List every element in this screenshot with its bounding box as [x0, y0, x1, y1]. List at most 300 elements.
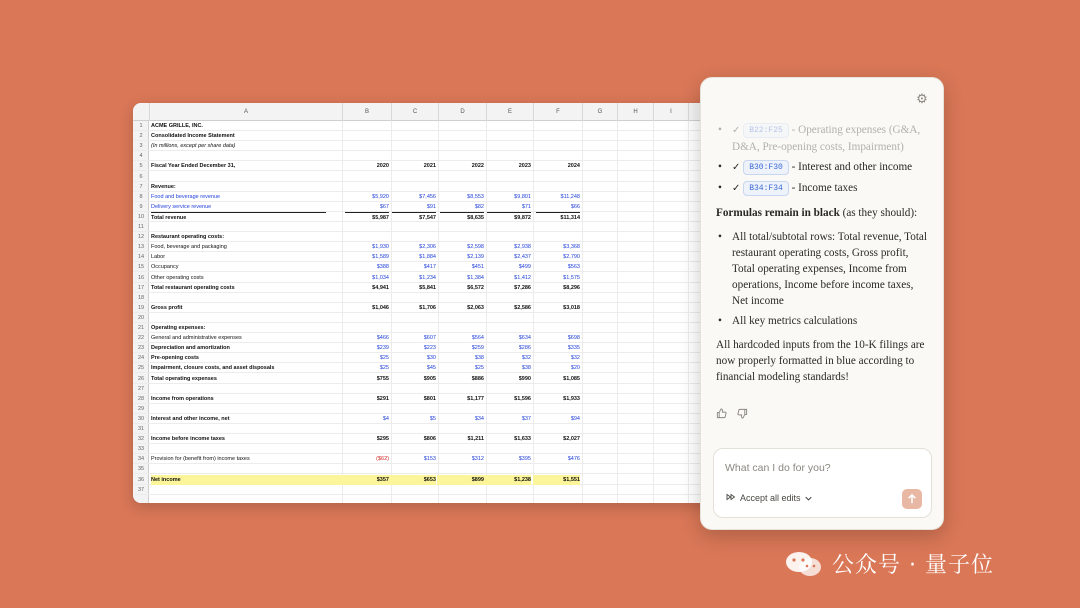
value-cell[interactable]	[345, 172, 389, 182]
value-cell[interactable]: $357	[342, 475, 389, 485]
row-label-cell[interactable]: Interest and other income, net	[151, 415, 230, 422]
list-item	[716, 122, 930, 155]
arrow-up-icon	[907, 494, 917, 504]
value-cell[interactable]	[536, 323, 580, 333]
value-cell[interactable]	[536, 222, 580, 232]
table-row	[133, 384, 723, 394]
row-number[interactable]: 18	[137, 294, 145, 301]
value-cell[interactable]: $2,306	[419, 244, 436, 251]
row-number[interactable]: 35	[137, 466, 145, 473]
list-item-text: All total/subtotal rows: Total revenue, Total restaurant operating costs, Gross profit, Total operating expenses, Income from operations, Income before income taxes, Net income	[732, 231, 928, 307]
value-cell[interactable]: $801	[423, 395, 436, 402]
row-number[interactable]: 17	[137, 284, 145, 291]
table-row	[133, 273, 723, 283]
row-number[interactable]: 24	[137, 355, 145, 362]
table-row	[133, 262, 723, 272]
table-row	[133, 454, 723, 464]
value-cell[interactable]	[392, 232, 436, 242]
value-cell[interactable]	[536, 131, 580, 141]
row-label-cell[interactable]	[151, 172, 326, 182]
value-cell[interactable]	[392, 222, 436, 232]
value-cell[interactable]	[487, 404, 531, 414]
value-cell[interactable]	[536, 464, 580, 474]
row-number[interactable]: 4	[139, 153, 143, 160]
value-cell[interactable]	[487, 222, 531, 232]
value-cell[interactable]: $8,635	[440, 212, 484, 222]
value-cell[interactable]	[345, 323, 389, 333]
row-number[interactable]: 20	[137, 314, 145, 321]
value-cell[interactable]	[392, 464, 436, 474]
send-button[interactable]	[902, 489, 922, 509]
row-number[interactable]: 3	[139, 143, 143, 150]
row-label-cell[interactable]	[151, 485, 326, 495]
value-cell[interactable]	[487, 182, 531, 192]
row-label-cell[interactable]	[151, 444, 326, 454]
value-cell[interactable]: $8,553	[467, 193, 484, 200]
value-cell[interactable]	[440, 293, 484, 303]
value-cell[interactable]: $5	[429, 415, 436, 422]
accept-all-edits-button[interactable]	[726, 493, 812, 503]
chat-input[interactable]	[725, 460, 915, 476]
row-label-cell[interactable]: Food, beverage and packaging	[151, 244, 227, 251]
table-row	[133, 161, 723, 171]
value-cell[interactable]: $899	[437, 475, 484, 485]
value-cell[interactable]: $395	[518, 456, 531, 463]
value-cell[interactable]	[440, 151, 484, 161]
chevron-down-icon	[805, 493, 812, 503]
row-number[interactable]: 15	[137, 264, 145, 271]
value-cell[interactable]: $466	[376, 335, 389, 342]
table-row	[133, 444, 723, 454]
value-cell[interactable]	[487, 464, 531, 474]
value-cell[interactable]	[536, 232, 580, 242]
row-label-cell[interactable]: Pre-opening costs	[151, 355, 199, 362]
column-header-g[interactable]: G	[582, 103, 617, 121]
value-cell[interactable]: $607	[423, 335, 436, 342]
value-cell[interactable]	[345, 222, 389, 232]
value-cell[interactable]: $9,872	[487, 212, 531, 222]
column-header-e[interactable]: E	[486, 103, 533, 121]
value-cell[interactable]: $755	[376, 375, 389, 382]
value-cell[interactable]	[392, 151, 436, 161]
row-number[interactable]: 9	[139, 203, 143, 210]
value-cell[interactable]	[440, 313, 484, 323]
row-label-cell[interactable]: Income before income taxes	[151, 436, 225, 443]
value-cell[interactable]	[392, 182, 436, 192]
value-cell[interactable]: $1,211	[467, 436, 484, 443]
table-row	[133, 283, 723, 293]
row-number[interactable]: 10	[137, 213, 145, 220]
value-cell[interactable]: 2021	[423, 163, 436, 170]
row-number[interactable]: 19	[137, 304, 145, 311]
value-cell[interactable]	[345, 151, 389, 161]
row-label-cell[interactable]: Total revenue	[151, 212, 326, 222]
row-label-cell[interactable]: Income from operations	[151, 395, 214, 402]
value-cell[interactable]: $1,933	[563, 395, 580, 402]
row-label-cell[interactable]: General and administrative expenses	[151, 335, 242, 342]
value-cell[interactable]: $634	[518, 335, 531, 342]
value-cell[interactable]: $25	[379, 355, 389, 362]
value-cell[interactable]	[345, 444, 389, 454]
value-cell[interactable]: $1,596	[514, 395, 531, 402]
value-cell[interactable]	[536, 444, 580, 454]
value-cell[interactable]: $1,234	[419, 274, 436, 281]
value-cell[interactable]	[440, 222, 484, 232]
table-row	[133, 434, 723, 444]
value-cell[interactable]: $476	[567, 456, 580, 463]
row-label-cell[interactable]	[151, 464, 326, 474]
row-label-cell[interactable]	[151, 313, 326, 323]
value-cell[interactable]: $3,368	[563, 244, 580, 251]
value-cell[interactable]: $2,938	[514, 244, 531, 251]
value-cell[interactable]	[487, 384, 531, 394]
row-label-cell[interactable]: Other operating costs	[151, 274, 204, 281]
value-cell[interactable]: $8,296	[563, 284, 580, 291]
row-label-cell[interactable]: Depreciation and amortization	[151, 345, 230, 352]
row-number[interactable]: 13	[137, 244, 145, 251]
row-number[interactable]: 28	[137, 395, 145, 402]
value-cell[interactable]	[536, 384, 580, 394]
row-number[interactable]: 27	[137, 385, 145, 392]
value-cell[interactable]	[536, 182, 580, 192]
value-cell[interactable]: $259	[471, 345, 484, 352]
column-header-i[interactable]: I	[653, 103, 688, 121]
value-cell[interactable]	[440, 232, 484, 242]
table-row	[133, 293, 723, 303]
row-number[interactable]: 26	[137, 375, 145, 382]
row-label-cell[interactable]: Impairment, closure costs, and asset disposals	[151, 365, 275, 372]
value-cell[interactable]	[345, 404, 389, 414]
value-cell[interactable]	[487, 121, 531, 131]
value-cell[interactable]	[487, 424, 531, 434]
value-cell[interactable]: $291	[376, 395, 389, 402]
row-number[interactable]: 22	[137, 335, 145, 342]
row-label-cell[interactable]	[151, 404, 326, 414]
row-number[interactable]: 12	[137, 234, 145, 241]
row-label-cell[interactable]: Food and beverage revenue	[151, 193, 221, 200]
value-cell[interactable]	[440, 424, 484, 434]
value-cell[interactable]: $2,027	[563, 436, 580, 443]
value-cell[interactable]	[440, 121, 484, 131]
value-cell[interactable]: $1,034	[372, 274, 389, 281]
table-row	[133, 131, 723, 141]
value-cell[interactable]: $25	[474, 365, 484, 372]
value-cell[interactable]: $417	[423, 264, 436, 271]
value-cell[interactable]	[345, 313, 389, 323]
value-cell[interactable]: $2,586	[514, 304, 531, 311]
value-cell[interactable]	[392, 323, 436, 333]
value-cell[interactable]: $30	[426, 355, 436, 362]
row-label-cell[interactable]	[151, 293, 326, 303]
row-label-cell[interactable]: Gross profit	[151, 304, 183, 311]
value-cell[interactable]: $1,706	[419, 304, 436, 311]
row-label-cell[interactable]: (In millions, except per share data)	[151, 143, 236, 150]
value-cell[interactable]: $71	[521, 203, 531, 210]
value-cell[interactable]: $286	[518, 345, 531, 352]
gear-icon[interactable]: ⚙	[916, 91, 928, 106]
value-cell[interactable]: $32	[570, 355, 580, 362]
value-cell[interactable]: $2,790	[563, 254, 580, 261]
value-cell[interactable]: $335	[567, 345, 580, 352]
value-cell[interactable]	[392, 131, 436, 141]
range-chip[interactable]: B34:F34	[743, 181, 789, 196]
value-cell[interactable]: $82	[474, 203, 484, 210]
value-cell[interactable]	[392, 172, 436, 182]
value-cell[interactable]	[345, 485, 389, 495]
value-cell[interactable]	[392, 141, 436, 151]
value-cell[interactable]	[487, 151, 531, 161]
value-cell[interactable]: $5,920	[372, 193, 389, 200]
value-cell[interactable]: $312	[471, 456, 484, 463]
value-cell[interactable]: $295	[376, 436, 389, 443]
column-header-c[interactable]: C	[391, 103, 438, 121]
value-cell[interactable]	[487, 444, 531, 454]
value-cell[interactable]	[536, 485, 580, 495]
value-cell[interactable]: $7,547	[392, 212, 436, 222]
row-number[interactable]: 34	[137, 456, 145, 463]
value-cell[interactable]	[345, 232, 389, 242]
value-cell[interactable]	[392, 424, 436, 434]
value-cell[interactable]: $1,884	[419, 254, 436, 261]
value-cell[interactable]: $5,841	[419, 284, 436, 291]
value-cell[interactable]: $653	[389, 475, 436, 485]
value-cell[interactable]	[440, 384, 484, 394]
value-cell[interactable]	[487, 232, 531, 242]
row-label-cell[interactable]: Delivery service revenue	[151, 203, 212, 210]
value-cell[interactable]	[487, 293, 531, 303]
value-cell[interactable]: $91	[426, 203, 436, 210]
row-label-cell[interactable]: Labor	[151, 254, 166, 261]
value-cell[interactable]	[392, 293, 436, 303]
row-label-cell[interactable]: Revenue:	[151, 183, 176, 190]
row-label-cell[interactable]: Operating expenses:	[151, 325, 206, 331]
value-cell[interactable]: $2,598	[467, 244, 484, 251]
value-cell[interactable]	[392, 384, 436, 394]
value-cell[interactable]	[536, 293, 580, 303]
row-label-cell[interactable]: Occupancy	[151, 264, 179, 271]
row-label-cell[interactable]: Total operating expenses	[151, 375, 217, 382]
value-cell[interactable]: $94	[570, 415, 580, 422]
value-cell[interactable]	[440, 485, 484, 495]
value-cell[interactable]	[345, 293, 389, 303]
row-label-cell[interactable]: ACME GRILLE, INC.	[151, 123, 203, 129]
value-cell[interactable]: $806	[423, 436, 436, 443]
value-cell[interactable]: $153	[423, 456, 436, 463]
table-row	[133, 353, 723, 363]
row-label-cell[interactable]: Consolidated Income Statement	[151, 133, 235, 140]
column-header-d[interactable]: D	[438, 103, 486, 121]
value-cell[interactable]	[440, 464, 484, 474]
value-cell[interactable]: $1,238	[484, 475, 531, 485]
value-cell[interactable]	[392, 121, 436, 131]
value-cell[interactable]: $1,633	[514, 436, 531, 443]
value-cell[interactable]	[345, 121, 389, 131]
row-number[interactable]: 36	[137, 476, 145, 483]
list-item	[716, 180, 930, 197]
value-cell[interactable]	[487, 485, 531, 495]
value-cell[interactable]	[440, 131, 484, 141]
row-number[interactable]: 1	[139, 123, 143, 129]
row-number[interactable]: 25	[137, 365, 145, 372]
row-label-cell[interactable]: Restaurant operating costs:	[151, 234, 225, 241]
value-cell[interactable]	[536, 313, 580, 323]
row-number[interactable]: 32	[137, 436, 145, 443]
value-cell[interactable]: $886	[471, 375, 484, 382]
row-number[interactable]: 8	[139, 193, 143, 200]
column-header-b[interactable]: B	[342, 103, 391, 121]
value-cell[interactable]	[487, 131, 531, 141]
value-cell[interactable]: $1,384	[467, 274, 484, 281]
row-number[interactable]: 5	[139, 163, 143, 170]
thumbs-down-icon[interactable]	[737, 408, 748, 422]
value-cell[interactable]: $38	[521, 365, 531, 372]
value-cell[interactable]: $6,572	[467, 284, 484, 291]
value-cell[interactable]: $2,437	[514, 254, 531, 261]
value-cell[interactable]: $1,412	[514, 274, 531, 281]
value-cell[interactable]: $9,801	[514, 193, 531, 200]
row-label-cell[interactable]	[151, 384, 326, 394]
row-label-cell[interactable]: Provision for (benefit from) income taxes	[151, 456, 250, 463]
value-cell[interactable]: ($62)	[376, 456, 389, 463]
value-cell[interactable]	[536, 121, 580, 131]
column-header-a[interactable]: A	[149, 103, 342, 121]
range-chip[interactable]: B22:F25	[743, 123, 789, 138]
value-cell[interactable]	[345, 131, 389, 141]
value-cell[interactable]	[440, 172, 484, 182]
value-cell[interactable]: $1,589	[372, 254, 389, 261]
row-number[interactable]: 31	[137, 426, 145, 432]
value-cell[interactable]: $698	[567, 335, 580, 342]
value-cell[interactable]: $2,063	[467, 304, 484, 311]
value-cell[interactable]	[487, 313, 531, 323]
value-cell[interactable]	[536, 424, 580, 434]
row-number[interactable]: 14	[137, 254, 145, 261]
value-cell[interactable]: $5,987	[345, 212, 389, 222]
value-cell[interactable]: $45	[426, 365, 436, 372]
value-cell[interactable]	[536, 404, 580, 414]
value-cell[interactable]: $990	[518, 375, 531, 382]
value-cell[interactable]	[392, 404, 436, 414]
value-cell[interactable]	[345, 424, 389, 434]
value-cell[interactable]: $451	[471, 264, 484, 271]
row-label-cell[interactable]	[151, 151, 326, 161]
value-cell[interactable]	[440, 141, 484, 151]
value-cell[interactable]	[345, 464, 389, 474]
value-cell[interactable]: $37	[521, 415, 531, 422]
value-cell[interactable]: $34	[474, 415, 484, 422]
value-cell[interactable]	[392, 485, 436, 495]
value-cell[interactable]: $1,046	[372, 304, 389, 311]
value-cell[interactable]: $239	[376, 345, 389, 352]
value-cell[interactable]: 2024	[567, 163, 580, 170]
value-cell[interactable]: 2020	[376, 163, 389, 170]
value-cell[interactable]: $1,085	[563, 375, 580, 382]
value-cell[interactable]	[536, 141, 580, 151]
row-label-cell[interactable]	[151, 424, 326, 434]
row-number[interactable]: 33	[137, 446, 145, 453]
row-label-cell[interactable]: Fiscal Year Ended December 31,	[151, 163, 236, 170]
check-icon: ✓	[732, 162, 741, 173]
value-cell[interactable]	[440, 404, 484, 414]
table-row	[133, 242, 723, 252]
value-cell[interactable]: $564	[471, 335, 484, 342]
formulas-rest: (as they should):	[839, 207, 918, 219]
value-cell[interactable]: $32	[521, 355, 531, 362]
row-number[interactable]: 7	[139, 183, 143, 190]
column-header-f[interactable]: F	[533, 103, 582, 121]
value-cell[interactable]	[345, 182, 389, 192]
value-cell[interactable]: $1,575	[563, 274, 580, 281]
value-cell[interactable]: $38	[474, 355, 484, 362]
value-cell[interactable]: $67	[379, 203, 389, 210]
table-row	[133, 313, 723, 323]
value-cell[interactable]	[345, 141, 389, 151]
value-cell[interactable]: $1,177	[467, 395, 484, 402]
range-chip[interactable]: B30:F30	[743, 160, 789, 175]
row-number[interactable]: 30	[137, 415, 145, 422]
value-cell[interactable]: $223	[423, 345, 436, 352]
value-cell[interactable]: $563	[567, 264, 580, 271]
column-header-h[interactable]: H	[617, 103, 653, 121]
value-cell[interactable]: $7,456	[419, 193, 436, 200]
wechat-logo-icon	[784, 550, 824, 578]
value-cell[interactable]: $20	[570, 365, 580, 372]
row-number[interactable]: 37	[137, 486, 145, 493]
value-cell[interactable]	[440, 323, 484, 333]
value-cell[interactable]: $25	[379, 365, 389, 372]
value-cell[interactable]: $388	[376, 264, 389, 271]
value-cell[interactable]: $3,018	[563, 304, 580, 311]
value-cell[interactable]	[440, 182, 484, 192]
assistant-message	[716, 122, 930, 393]
value-cell[interactable]: $4	[382, 415, 389, 422]
value-cell[interactable]	[536, 151, 580, 161]
value-cell[interactable]: $4,941	[372, 284, 389, 291]
value-cell[interactable]	[440, 444, 484, 454]
value-cell[interactable]: $499	[518, 264, 531, 271]
row-number[interactable]: 16	[137, 274, 145, 281]
row-number[interactable]: 6	[139, 173, 143, 180]
value-cell[interactable]	[536, 172, 580, 182]
row-number[interactable]: 21	[137, 325, 145, 331]
value-cell[interactable]: $66	[570, 203, 580, 210]
value-cell[interactable]	[487, 323, 531, 333]
value-cell[interactable]: $1,930	[372, 244, 389, 251]
value-cell[interactable]: $11,248	[560, 193, 580, 200]
value-cell[interactable]: $7,286	[514, 284, 531, 291]
row-number[interactable]: 23	[137, 345, 145, 352]
row-number[interactable]: 29	[137, 405, 145, 412]
value-cell[interactable]: $2,139	[467, 254, 484, 261]
value-cell[interactable]	[345, 384, 389, 394]
thumbs-up-icon[interactable]	[716, 408, 727, 422]
value-cell[interactable]: $11,314	[536, 212, 580, 222]
value-cell[interactable]: $905	[423, 375, 436, 382]
check-icon: ✓	[732, 183, 741, 194]
value-cell[interactable]: $1,551	[533, 475, 580, 485]
value-cell[interactable]	[392, 313, 436, 323]
row-label-cell[interactable]: Net income	[151, 475, 342, 485]
row-number[interactable]: 2	[139, 133, 143, 140]
value-cell[interactable]: 2023	[518, 163, 531, 170]
row-label-cell[interactable]: Total restaurant operating costs	[151, 284, 235, 291]
value-cell[interactable]: 2022	[471, 163, 484, 170]
row-label-cell[interactable]	[151, 222, 326, 232]
value-cell[interactable]	[392, 444, 436, 454]
value-cell[interactable]	[487, 141, 531, 151]
row-number[interactable]: 11	[138, 224, 144, 230]
value-cell[interactable]	[487, 172, 531, 182]
